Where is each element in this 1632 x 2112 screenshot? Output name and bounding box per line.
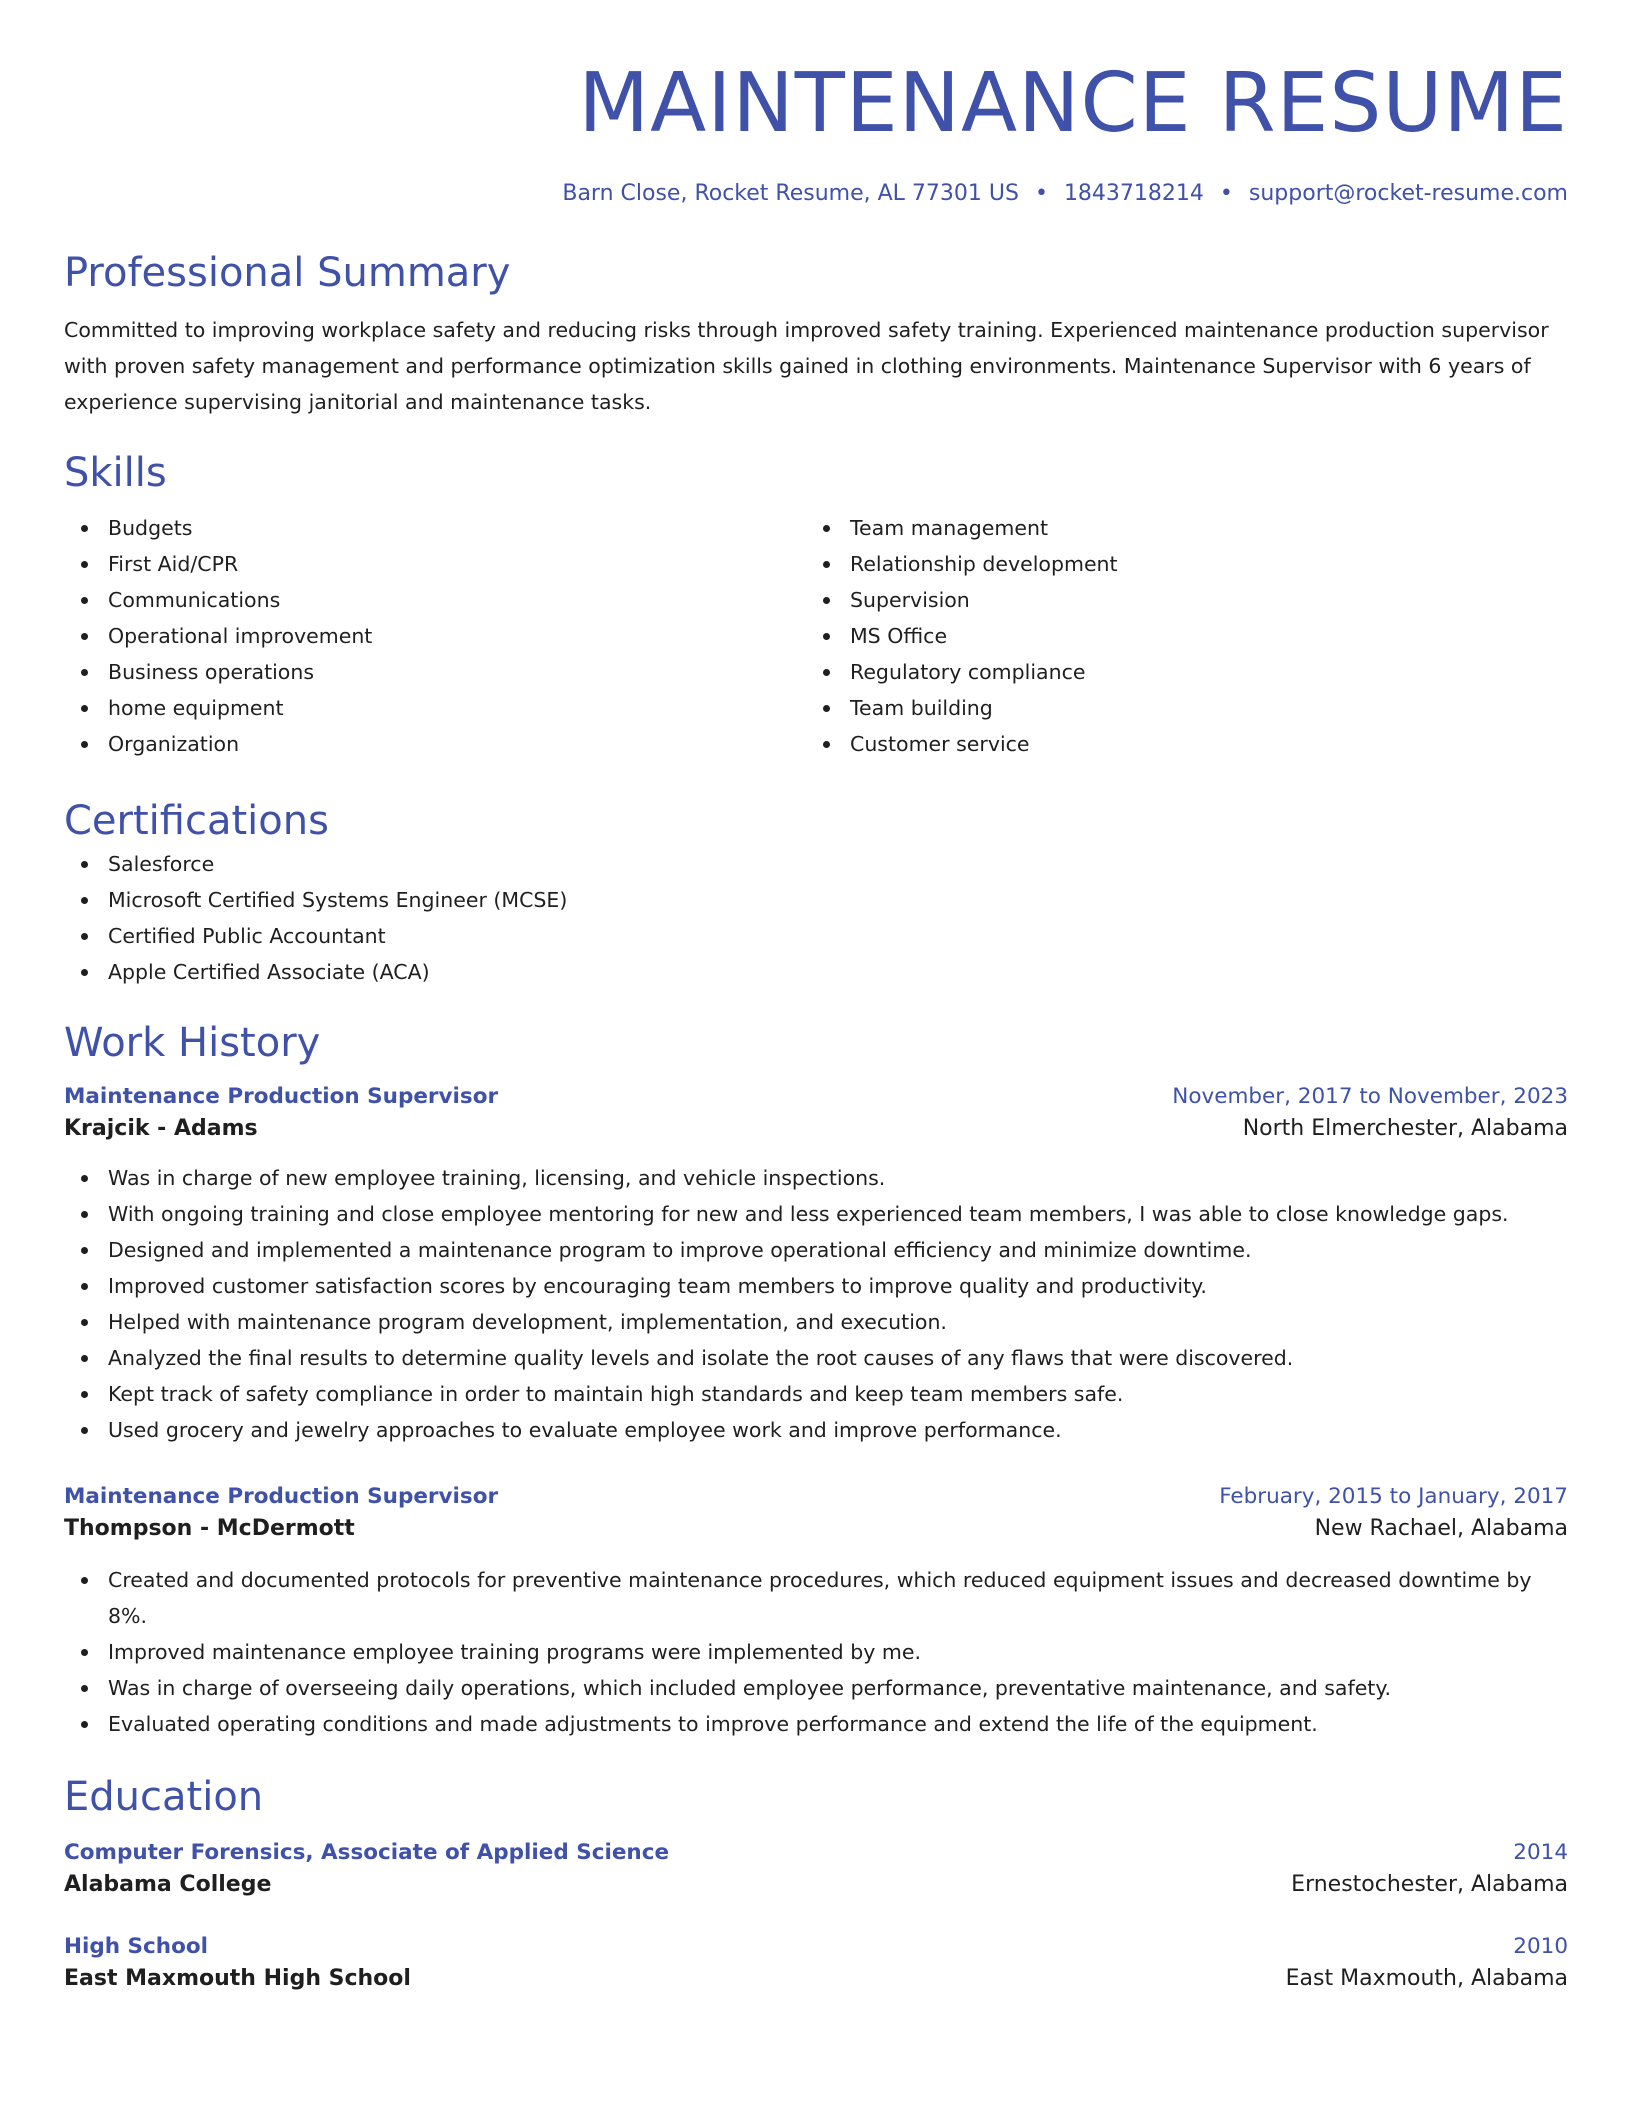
job-dates: November, 2017 to November, 2023 <box>1172 1084 1568 1109</box>
work-entry-header <box>64 1482 1568 1512</box>
job-location: New Rachael, Alabama <box>1314 1516 1568 1541</box>
work-entry <box>64 1482 1568 1742</box>
responsibility-item: Improved customer satisfaction scores by encouraging team members to improve quality and productivity. <box>64 1268 1568 1304</box>
skill-item: Team management <box>806 510 1548 546</box>
graduation-year: 2014 <box>1513 1840 1568 1865</box>
skills-columns <box>64 510 1568 762</box>
certifications-list <box>64 846 1568 990</box>
school-location: East Maxmouth, Alabama <box>1285 1966 1568 1991</box>
resume-title: MAINTENANCE RESUME <box>578 56 1568 151</box>
responsibility-item: With ongoing training and close employee mentoring for new and less experienced team members, I was able to close knowledge gaps. <box>64 1196 1568 1232</box>
work-entry-header <box>64 1082 1568 1112</box>
job-responsibilities <box>64 1160 1568 1448</box>
contact-phone: 1843718214 <box>1063 181 1204 206</box>
graduation-year: 2010 <box>1513 1934 1568 1959</box>
job-responsibilities <box>64 1562 1568 1742</box>
certification-item: Microsoft Certified Systems Engineer (MCSE) <box>64 882 1568 918</box>
skill-item: First Aid/CPR <box>64 546 806 582</box>
work-entry <box>64 1082 1568 1448</box>
contact-address: Barn Close, Rocket Resume, AL 77301 US <box>562 181 1019 206</box>
responsibility-item: Evaluated operating conditions and made adjustments to improve performance and extend the life of the equipment. <box>64 1706 1568 1742</box>
summary-heading: Professional Summary <box>64 250 511 296</box>
certification-item: Certified Public Accountant <box>64 918 1568 954</box>
skill-item: Communications <box>64 582 806 618</box>
certification-item: Salesforce <box>64 846 1568 882</box>
education-entry-header <box>64 1932 1568 1962</box>
contact-separator: • <box>1034 181 1048 206</box>
skills-list-right <box>806 510 1548 762</box>
skill-item: Relationship development <box>806 546 1548 582</box>
skills-column-left <box>64 510 806 762</box>
education-entry-subheader <box>64 1868 1568 1902</box>
certification-item: Apple Certified Associate (ACA) <box>64 954 1568 990</box>
education-entry-subheader <box>64 1962 1568 1996</box>
skill-item: Operational improvement <box>64 618 806 654</box>
resume-page <box>64 0 1568 1996</box>
contact-line <box>64 180 1568 208</box>
skill-item: MS Office <box>806 618 1548 654</box>
skills-list-left <box>64 510 806 762</box>
education-entry <box>64 1838 1568 1902</box>
job-title: Maintenance Production Supervisor <box>64 1084 499 1109</box>
skill-item: Regulatory compliance <box>806 654 1548 690</box>
education-entry <box>64 1932 1568 1996</box>
skill-item: Budgets <box>64 510 806 546</box>
education-entry-header <box>64 1838 1568 1868</box>
skill-item: Organization <box>64 726 806 762</box>
job-location: North Elmerchester, Alabama <box>1242 1116 1568 1141</box>
school-name: Alabama College <box>64 1872 272 1897</box>
responsibility-item: Created and documented protocols for preventive maintenance procedures, which reduced equipment issues and decreased downtime by 8%. <box>64 1562 1568 1634</box>
skill-item: home equipment <box>64 690 806 726</box>
degree-name: Computer Forensics, Associate of Applied Science <box>64 1840 670 1865</box>
skills-heading: Skills <box>64 450 167 496</box>
company-name: Thompson - McDermott <box>64 1516 355 1541</box>
responsibility-item: Analyzed the final results to determine quality levels and isolate the root causes of any flaws that were discovered. <box>64 1340 1568 1376</box>
skill-item: Team building <box>806 690 1548 726</box>
responsibility-item: Helped with maintenance program development, implementation, and execution. <box>64 1304 1568 1340</box>
skill-item: Supervision <box>806 582 1548 618</box>
skill-item: Business operations <box>64 654 806 690</box>
contact-email: support@rocket-resume.com <box>1248 181 1568 206</box>
work-entry-subheader <box>64 1112 1568 1146</box>
job-title: Maintenance Production Supervisor <box>64 1484 499 1509</box>
school-location: Ernestochester, Alabama <box>1291 1872 1568 1897</box>
work-history-heading: Work History <box>64 1020 321 1066</box>
work-entry-subheader <box>64 1512 1568 1546</box>
responsibility-item: Improved maintenance employee training programs were implemented by me. <box>64 1634 1568 1670</box>
responsibility-item: Designed and implemented a maintenance program to improve operational efficiency and minimize downtime. <box>64 1232 1568 1268</box>
responsibility-item: Used grocery and jewelry approaches to evaluate employee work and improve performance. <box>64 1412 1568 1448</box>
skill-item: Customer service <box>806 726 1548 762</box>
job-dates: February, 2015 to January, 2017 <box>1219 1484 1568 1509</box>
responsibility-item: Was in charge of overseeing daily operations, which included employee performance, preventative maintenance, and safety. <box>64 1670 1568 1706</box>
skills-column-right <box>806 510 1548 762</box>
degree-name: High School <box>64 1934 208 1959</box>
certifications-heading: Certifications <box>64 798 329 844</box>
responsibility-item: Was in charge of new employee training, licensing, and vehicle inspections. <box>64 1160 1568 1196</box>
summary-text: Committed to improving workplace safety and reducing risks through improved safety training. Experienced maintenance production supervisor with proven safety management and performance optimization skills gained in clothing environments. Maintenance Supervisor with 6 years of experience supervising janitorial and maintenance tasks. <box>64 318 1549 414</box>
company-name: Krajcik - Adams <box>64 1116 258 1141</box>
education-heading: Education <box>64 1774 264 1820</box>
school-name: East Maxmouth High School <box>64 1966 411 1991</box>
contact-separator: • <box>1219 181 1233 206</box>
responsibility-item: Kept track of safety compliance in order to maintain high standards and keep team members safe. <box>64 1376 1568 1412</box>
